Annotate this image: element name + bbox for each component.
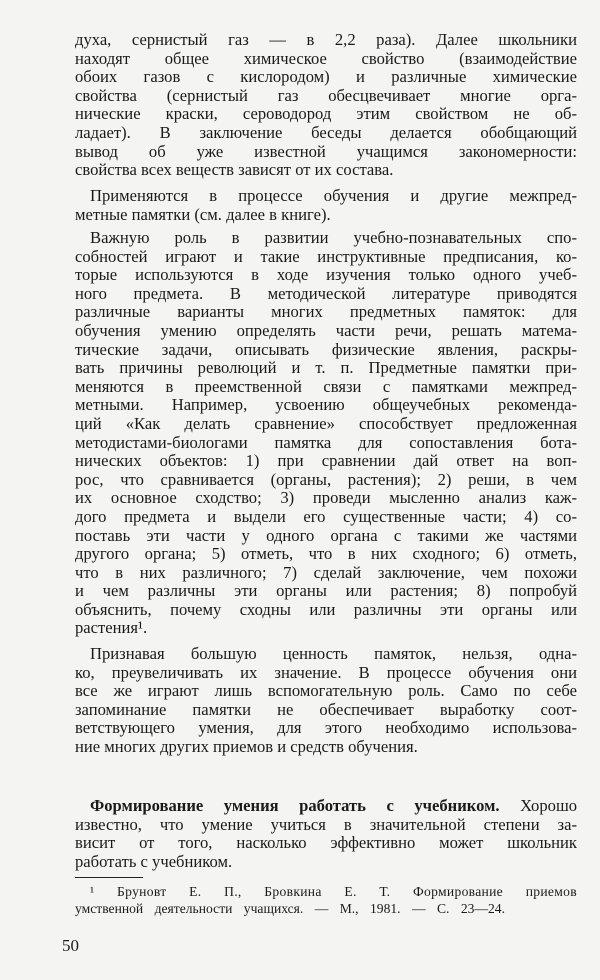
text-line: вывод об уже известной учащимся закономерности: — [75, 141, 577, 161]
text-line: ко, преувеличивать их значение. В процессе обучения они — [75, 662, 577, 682]
text-line: ние многих других приемов и средств обучения. — [75, 736, 418, 756]
text-line: их основное сходство; 3) проведи мысленно анализ каж- — [75, 488, 577, 508]
text-line: Признавая большую ценность памяток, нельзя, одна- — [90, 644, 577, 663]
footnote-line: ¹ Бруновт Е. П., Бровкина Е. Т. Формирование приемов — [90, 884, 577, 899]
text-line: нических объектов: 1) при сравнении дай ответ на воп- — [75, 451, 577, 471]
text-line: запоминание памятки не обеспечивает выработку соот- — [75, 699, 577, 719]
text-line: свойства (сернистый газ обесцвечивает многие орга- — [75, 85, 577, 105]
text-line: различные варианты многих предметных памяток: для — [75, 302, 577, 322]
section-text: Хорошо — [520, 796, 578, 815]
text-line: обоих газов с кислородом) и различные химические — [75, 67, 577, 87]
text-line: объяснить, почему сходны или различны эти органы или — [75, 599, 577, 619]
text-line: ций «Как делать сравнение» способствует предложенная — [75, 413, 577, 433]
text-line: метные памятки (см. далее в книге). — [75, 204, 331, 224]
paragraph-2 — [75, 187, 577, 224]
text-line: ного предмета. В методической литературе приводятся — [75, 283, 577, 303]
paragraph-1 — [75, 31, 577, 180]
text-line: рос, что сравнивается (органы, растения); 2) реши, в чем — [75, 469, 577, 489]
text-line: Применяются в процессе обучения и другие межпред- — [90, 186, 577, 205]
text-line: свойства всех веществ зависят от их состава. — [75, 160, 394, 180]
section-heading: Формирование умения работать с учебником. — [90, 796, 500, 815]
text-line: поставь эти части у одного органа с такими же частями — [75, 525, 577, 545]
text-line: меняются в преемственной связи с памятками межпред- — [75, 376, 577, 396]
text-line: известно, что умение учиться в значительной степени за- — [75, 814, 577, 834]
section-textbook — [75, 797, 577, 871]
text-line: и чем различны эти органы или растения; 8) попробуй — [75, 581, 577, 601]
text-line: торые используются в ходе изучения только одного учеб- — [75, 265, 577, 285]
footnote — [75, 883, 577, 917]
text-line: висит от того, насколько эффективно может школьник — [75, 833, 577, 853]
section-first-line — [75, 797, 577, 816]
text-line: Важную роль в развитии учебно-познавательных спо- — [90, 228, 577, 247]
text-line: тические задачи, описывать физические явления, раскры- — [75, 339, 577, 359]
text-line: другого органа; 5) отметь, что в них сходного; 6) отметь, — [75, 544, 577, 564]
footnote-line: умственной деятельности учащихся. — М., 1981. — С. 23—24. — [75, 901, 505, 916]
text-line: находят общее химическое свойство (взаимодействие — [75, 48, 577, 68]
text-line: ладает). В заключение беседы делается обобщающий — [75, 122, 577, 142]
text-line: методистами-биологами памятка для сопоставления бота- — [75, 432, 577, 452]
text-line: дого предмета и выдели его существенные части; 4) со- — [75, 506, 577, 526]
text-line: все же играют лишь вспомогательную роль. Само по себе — [75, 681, 577, 701]
text-line: работать с учебником. — [75, 851, 233, 871]
text-line: ветствующего умения, для этого необходимо использова- — [75, 718, 577, 738]
text-line: нические краски, сероводород этим свойством не об- — [75, 104, 577, 124]
text-line: метными. Например, усвоению общеучебных рекоменда- — [75, 395, 577, 415]
footnote-divider — [75, 877, 143, 878]
text-line: обучения умению определять части речи, решать матема- — [75, 320, 577, 340]
paragraph-4 — [75, 645, 577, 757]
paragraph-3 — [75, 229, 577, 638]
text-line: вать причины революций и т. п. Предметные памятки при- — [75, 358, 577, 378]
text-line: что в них различного; 7) сделай заключение, чем похожи — [75, 562, 577, 582]
page-number: 50 — [62, 936, 79, 955]
text-line: духа, сернистый газ — в 2,2 раза). Далее школьники — [75, 30, 577, 49]
text-line: растения¹. — [75, 618, 148, 638]
text-line: собностей играют и такие инструктивные предписания, ко- — [75, 246, 577, 266]
